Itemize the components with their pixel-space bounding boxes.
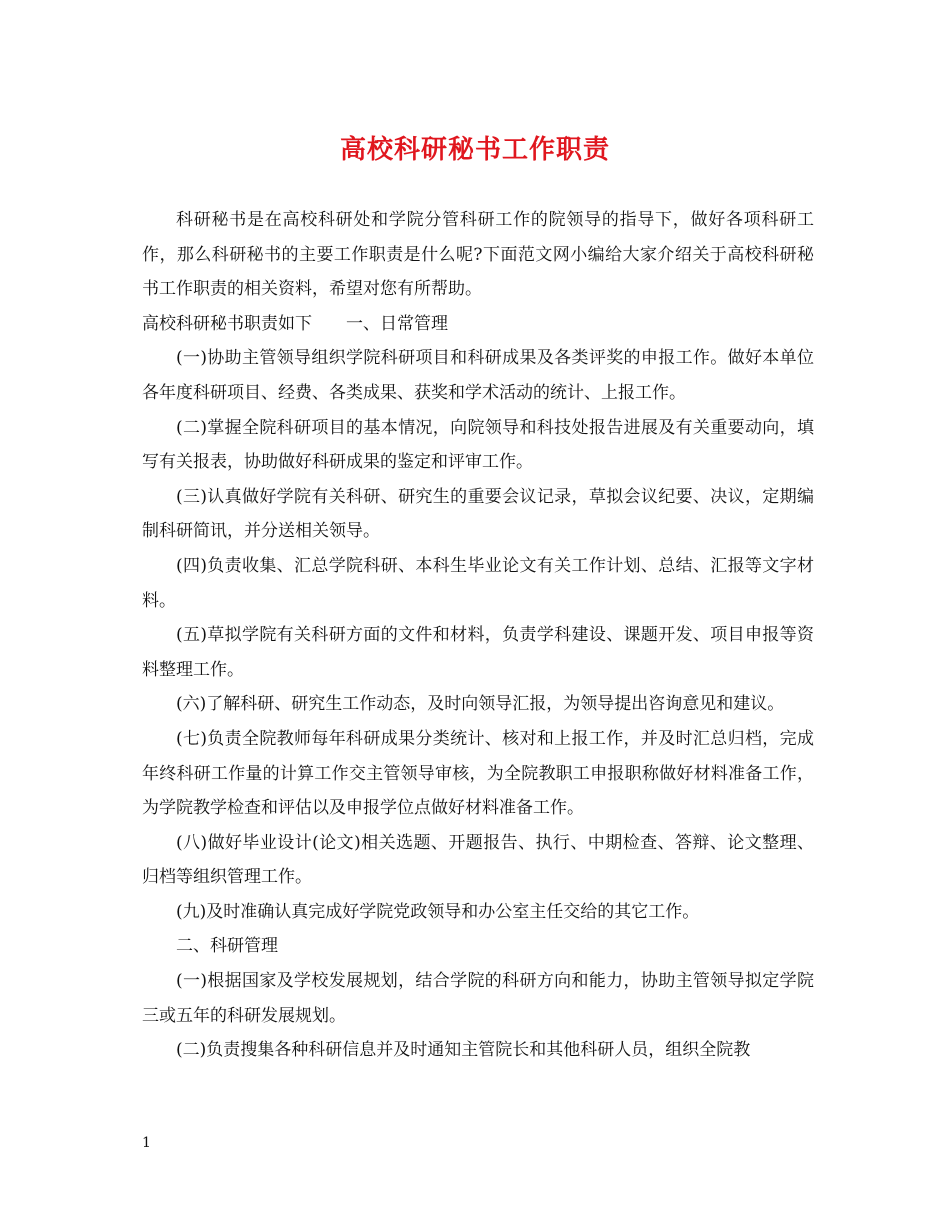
document-title: 高校科研秘书工作职责 xyxy=(339,135,610,165)
paragraph-item-2: (二)掌握全院科研项目的基本情况，向院领导和科技处报告进展及有关重要动向，填写有关报表，协助做好科研成果的鉴定和评审工作。 xyxy=(142,417,814,473)
paragraph-item-9: (九)及时准确认真完成好学院党政领导和办公室主任交给的其它工作。 xyxy=(176,901,700,922)
paragraph-item-6: (六)了解科研、研究生工作动态，及时向领导汇报，为领导提出咨询意见和建议。 xyxy=(176,694,785,715)
paragraph-item-8: (八)做好毕业设计(论文)相关选题、开题报告、执行、中期检查、答辩、论文整理、归档等组织管理工作。 xyxy=(142,832,814,888)
paragraph-item-1: (一)协助主管领导组织学院科研项目和科研成果及各类评奖的申报工作。做好本单位各年度科研项目、经费、各类成果、获奖和学术活动的统计、上报工作。 xyxy=(142,348,814,403)
paragraph-research-item-1: (一)根据国家及学校发展规划，结合学院的科研方向和能力，协助主管领导拟定学院三或五年的科研发展规划。 xyxy=(142,971,814,1026)
document-body xyxy=(142,203,814,1068)
paragraph-section-heading-daily: 高校科研秘书职责如下 一、日常管理 xyxy=(142,313,448,334)
paragraph-item-5: (五)草拟学院有关科研方面的文件和材料，负责学科建设、课题开发、项目申报等资料整理工作。 xyxy=(142,625,814,680)
paragraph-section-heading-research: 二、科研管理 xyxy=(176,936,278,957)
page-number: 1 xyxy=(142,1135,151,1151)
paragraph-item-7: (七)负责全院教师每年科研成果分类统计、核对和上报工作，并及时汇总归档，完成年终科研工作量的计算工作交主管领导审核，为全院教职工申报职称做好材料准备工作，为学院教学检查和评估以及申报学位点做好材料准备工作。 xyxy=(142,728,814,819)
paragraph-intro: 科研秘书是在高校科研处和学院分管科研工作的院领导的指导下，做好各项科研工作，那么科研秘书的主要工作职责是什么呢?下面范文网小编给大家介绍关于高校科研秘书工作职责的相关资料，希望对您有所帮助。 xyxy=(142,210,814,300)
paragraph-item-4: (四)负责收集、汇总学院科研、本科生毕业论文有关工作计划、总结、汇报等文字材料。 xyxy=(142,555,814,611)
paragraph-item-3: (三)认真做好学院有关科研、研究生的重要会议记录，草拟会议纪要、决议，定期编制科研简讯，并分送相关领导。 xyxy=(142,486,814,542)
paragraph-research-item-2: (二)负责搜集各种科研信息并及时通知主管院长和其他科研人员，组织全院教 xyxy=(176,1040,751,1061)
